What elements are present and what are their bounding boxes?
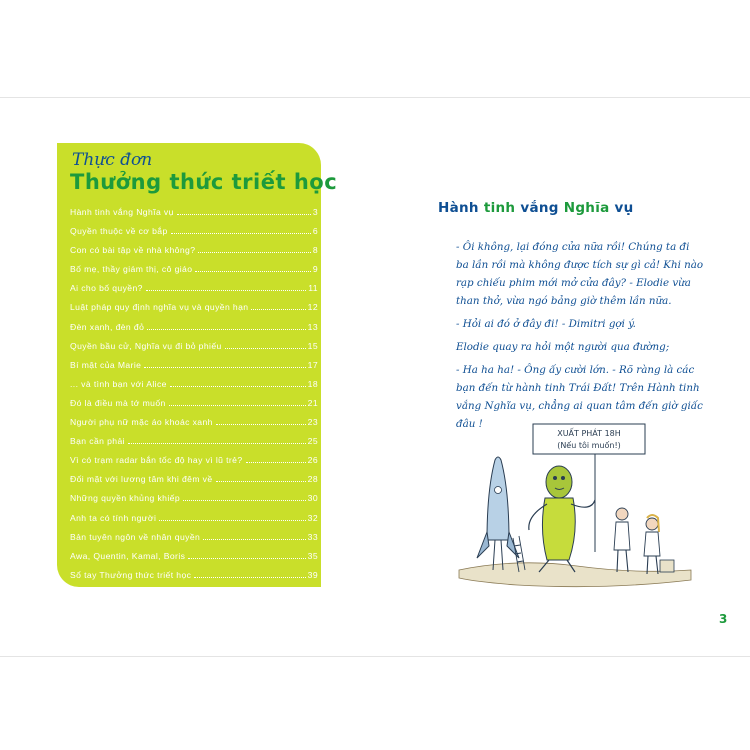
toc-entry — [70, 226, 318, 245]
toc-leader-dots — [171, 233, 311, 234]
toc-entry — [70, 417, 318, 436]
toc-entry — [70, 302, 318, 321]
toc-title: Thưởng thức triết học — [70, 170, 338, 194]
toc-entry-label: Awa, Quentin, Kamal, Boris — [70, 550, 186, 561]
toc-entry — [70, 283, 318, 302]
sign-line-2: (Nếu tôi muốn!) — [557, 441, 621, 450]
toc-leader-dots — [216, 481, 306, 482]
toc-entry-label: Đó là điều mà tớ muốn — [70, 397, 166, 408]
toc-leader-dots — [146, 290, 306, 291]
toc-entry-label: ... và tình bạn với Alice — [70, 378, 167, 389]
toc-list — [70, 207, 318, 589]
toc-entry-label: Bí mật của Marie — [70, 359, 142, 370]
toc-leader-dots — [159, 520, 305, 521]
toc-entry-page: 21 — [307, 397, 318, 408]
toc-entry-page: 35 — [307, 550, 318, 561]
alien-figure — [529, 466, 595, 572]
toc-entry — [70, 207, 318, 226]
toc-entry-page: 9 — [312, 264, 318, 275]
toc-entry — [70, 360, 318, 379]
toc-kicker: Thực đơn — [72, 150, 153, 170]
toc-entry-page: 23 — [307, 417, 318, 428]
story-paragraph: - Hỏi ai đó ở đây đi! - Dimitri gợi ý. — [456, 318, 636, 330]
toc-entry-label: Bản tuyên ngôn về nhân quyền — [70, 531, 201, 542]
ground-shape — [459, 563, 691, 587]
toc-entry-page: 12 — [307, 302, 318, 313]
toc-entry-label: Vì có trạm radar bắn tốc độ hay vì lũ trẻ? — [70, 455, 243, 466]
toc-entry-label: Những quyền khủng khiếp — [70, 493, 181, 504]
toc-leader-dots — [225, 348, 306, 349]
toc-leader-dots — [183, 500, 306, 501]
story-paragraph: Elodie quay ra hỏi một người qua đường; — [456, 341, 670, 353]
sign-line-1: XUẤT PHÁT 18H — [557, 429, 621, 438]
toc-leader-dots — [169, 405, 306, 406]
toc-leader-dots — [198, 252, 310, 253]
toc-entry-page: 30 — [307, 493, 318, 504]
toc-entry-page: 25 — [307, 436, 318, 447]
toc-entry — [70, 551, 318, 570]
toc-leader-dots — [188, 558, 305, 559]
page-number: 3 — [719, 612, 728, 626]
story-title-part: tinh — [483, 200, 516, 216]
toc-entry-label: Sổ tay Thưởng thức triết học — [70, 569, 192, 580]
toc-leader-dots — [170, 386, 306, 387]
toc-leader-dots — [246, 462, 306, 463]
toc-entry — [70, 493, 318, 512]
toc-entry-label: Bố mẹ, thầy giám thị, cô giáo — [70, 264, 193, 275]
toc-entry-page: 3 — [312, 207, 318, 217]
toc-entry-label: Con có bài tập về nhà không? — [70, 245, 196, 256]
toc-entry — [70, 341, 318, 360]
toc-entry-label: Đèn xanh, đèn đỏ — [70, 321, 145, 332]
toc-leader-dots — [177, 214, 311, 215]
toc-leader-dots — [144, 367, 305, 368]
toc-leader-dots — [216, 424, 306, 425]
toc-entry-label: Bạn cần phải — [70, 436, 125, 447]
child-figure — [614, 508, 630, 572]
toc-entry-label: Quyền bầu cử, Nghĩa vụ đi bỏ phiếu — [70, 340, 222, 351]
toc-entry-page: 6 — [312, 226, 318, 237]
rocket-alien-illustration — [457, 420, 693, 592]
toc-entry — [70, 436, 318, 455]
toc-leader-dots — [147, 329, 305, 330]
toc-entry-page: 17 — [307, 359, 318, 370]
toc-entry-label: Đối mặt với lương tâm khi đêm về — [70, 474, 213, 485]
toc-entry-page: 26 — [307, 455, 318, 466]
toc-leader-dots — [203, 539, 305, 540]
toc-entry-page: 8 — [312, 245, 318, 256]
toc-leader-dots — [128, 443, 306, 444]
story-title-part: Hành — [438, 200, 484, 216]
story-title-part: vụ — [609, 200, 634, 216]
story-body — [456, 238, 704, 438]
toc-entry-page: 32 — [307, 512, 318, 523]
toc-entry — [70, 455, 318, 474]
toc-entry-label: Hành tinh vắng Nghĩa vụ — [70, 207, 174, 217]
story-paragraph: - Ha ha ha! - Ông ấy cười lớn. - Rõ ràng là các bạn đến từ hành tinh Trái Đất! Trên Hành tinh vắng Nghĩa vụ, chẳng ai quan tâm đến giờ giấc đâu ! — [456, 364, 703, 430]
child-figure — [644, 515, 674, 574]
toc-entry-page: 28 — [307, 474, 318, 485]
rocket-icon — [477, 457, 519, 570]
toc-entry — [70, 532, 318, 551]
toc-entry-page: 11 — [308, 283, 318, 294]
toc-leader-dots — [195, 271, 310, 272]
toc-entry-label: Anh ta có tính người — [70, 512, 157, 523]
story-paragraph: - Ôi không, lại đóng cửa nữa rồi! Chúng ta đi ba lần rồi mà không được tích sự gì cả! Khi nào rạp chiếu phim mới mở cửa đây? - Elodie vừa than thở, vừa ngó bảng giờ thêm lần nữa. — [456, 241, 704, 307]
toc-entry — [70, 398, 318, 417]
toc-entry-page: 13 — [307, 321, 318, 332]
toc-entry-label: Ai cho bố quyền? — [70, 283, 143, 294]
toc-entry — [70, 474, 318, 493]
story-title-part: vắng — [515, 200, 564, 216]
toc-entry-label: Quyền thuộc về cơ bắp — [70, 226, 168, 237]
toc-entry-page: 15 — [307, 340, 318, 351]
toc-entry-page: 33 — [307, 531, 318, 542]
story-title — [438, 200, 634, 216]
toc-entry — [70, 264, 318, 283]
toc-entry-label: Người phụ nữ mặc áo khoác xanh — [70, 417, 213, 428]
toc-entry — [70, 322, 318, 341]
toc-entry-label: Luật pháp quy định nghĩa vụ và quyền hạn — [70, 302, 249, 313]
toc-entry — [70, 513, 318, 532]
toc-leader-dots — [251, 309, 305, 310]
toc-entry — [70, 379, 318, 398]
toc-leader-dots — [194, 577, 305, 578]
story-title-part: Nghĩa — [563, 200, 610, 216]
toc-entry-page: 18 — [307, 378, 318, 389]
toc-entry — [70, 570, 318, 589]
toc-entry-page: 39 — [307, 569, 318, 580]
toc-entry — [70, 245, 318, 264]
